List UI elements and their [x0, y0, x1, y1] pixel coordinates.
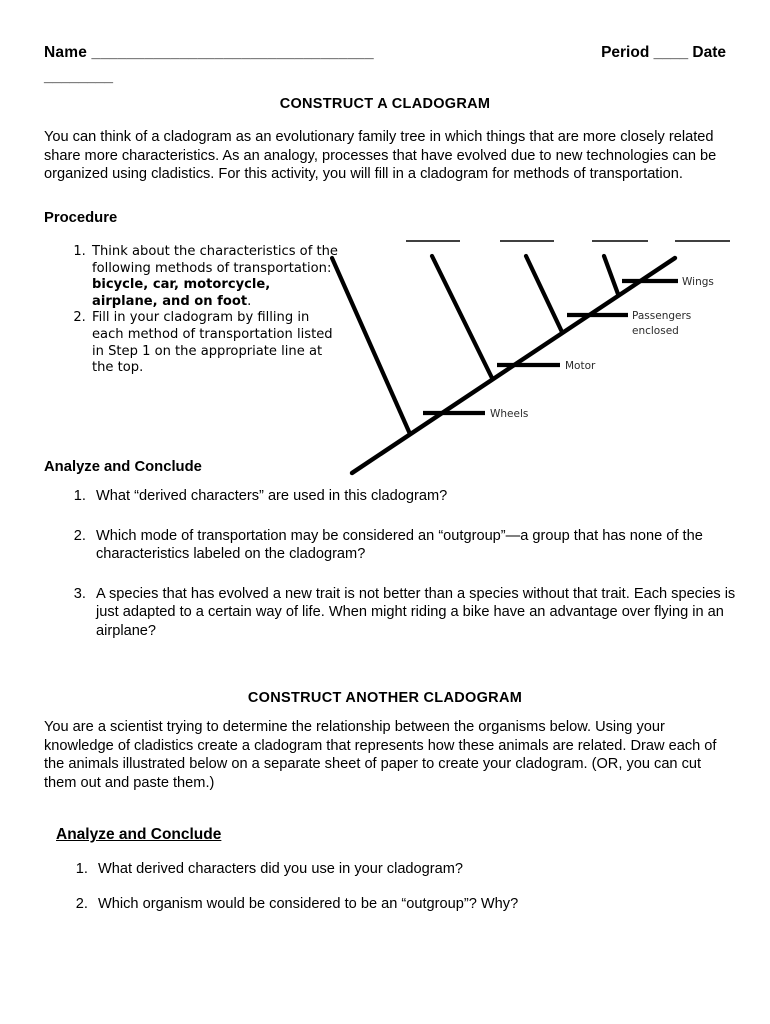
page-title-construct-cladogram: CONSTRUCT A CLADOGRAM [279, 96, 491, 112]
page-title-construct-another-cladogram: CONSTRUCT ANOTHER CLADOGRAM [247, 690, 523, 706]
analyze-question-1-2: 2. Which mode of transportation may be considered an “outgroup”—a group that has none of the characteristics labeled on the cladogram? [90, 527, 750, 564]
procedure-heading: Procedure [44, 210, 118, 226]
analyze-question-2-2: 2. Which organism would be considered to be an “outgroup”? Why? [92, 895, 752, 914]
name-field-continuation: ________ [44, 68, 113, 85]
trait-label-passengers: Passengers [632, 310, 692, 322]
procedure-step-2-text: Fill in your cladogram by filling in each method of transportation listed in Step 1 on the appropriate line at the top. [92, 310, 333, 376]
procedure-step-1-text: Think about the characteristics of the following methods of transportation: [92, 244, 338, 276]
cladogram-branch-3 [526, 256, 562, 332]
procedure-step-2 [90, 310, 340, 376]
analyze-question-list-2 [60, 860, 752, 929]
trait-label-wings: Wings [682, 276, 714, 288]
trait-label-passengers-line2: enclosed [632, 325, 679, 337]
cladogram-svg [330, 228, 740, 486]
procedure-step-1 [90, 244, 340, 310]
procedure-step-1-bold: bicycle, car, motorcycle, airplane, and on foot [92, 277, 271, 309]
trait-label-wheels: Wheels [490, 408, 529, 420]
analyze-question-1-1: 1. What “derived characters” are used in this cladogram? [90, 487, 750, 506]
analyze-conclude-heading-2: Analyze and Conclude [56, 826, 222, 843]
procedure-step-1-tail: . [247, 293, 252, 309]
procedure-list [62, 244, 340, 377]
analyze-question-list-1 [58, 487, 750, 662]
name-field-label: Name ________________________________ [44, 44, 374, 61]
period-date-label: Period ____ Date [601, 44, 726, 61]
analyze-question-2-1: 1. What derived characters did you use in your cladogram? [92, 860, 752, 879]
intro-paragraph: You can think of a cladogram as an evolutionary family tree in which things that are more closely related share more characteristics. As an analogy, processes that have evolved due to new technologies can be organized using cladistics. For this activity, you will fill in a cladogram for methods of transportation. [44, 129, 717, 183]
header-row [44, 44, 726, 62]
second-section-paragraph: You are a scientist trying to determine the relationship between the organisms below. Using your knowledge of cladistics create a cladogram that represents how these animals are related. Draw each of the animals illustrated below on a separate sheet of paper to create your cladogram. (OR, you can cut them out and paste them.) [44, 719, 717, 791]
analyze-question-1-3: 3. A species that has evolved a new trait is not better than a species without that trait. Each species is just adapted to a certain way of life. When might riding a bike have an advantage over flying in an airplane? [90, 585, 750, 641]
analyze-conclude-heading-1: Analyze and Conclude [44, 459, 202, 475]
cladogram-branch-2 [432, 256, 492, 378]
cladogram-branch-1 [332, 258, 410, 434]
cladogram-branch-4 [604, 256, 618, 294]
trait-label-motor: Motor [565, 360, 596, 372]
cladogram-diagram [330, 228, 740, 486]
